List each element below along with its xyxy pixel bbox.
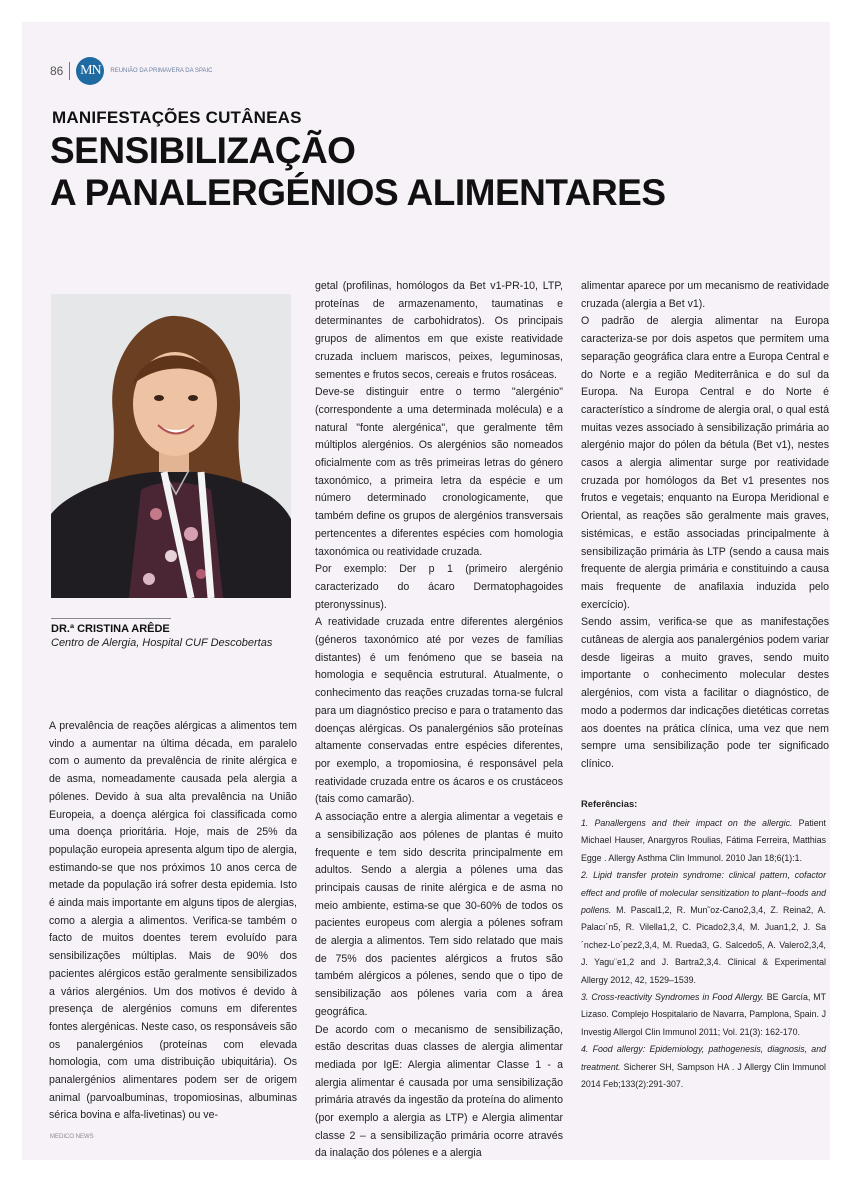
magazine-page (22, 22, 830, 1160)
body-column-1 (49, 718, 297, 1125)
reference-details: BE García, MT Lizaso. Complejo Hospitalario de Navarra, Pamplona, Spain. J Investig Allergol Clin Immunol 2011; Vol. 21(3): 162-170. (581, 992, 826, 1037)
page-number: 86 (50, 64, 64, 78)
author-byline (51, 618, 301, 649)
reference-item (581, 989, 826, 1041)
body-paragraph: Sendo assim, verifica-se que as manifestações cutâneas de alergia aos panalergénios podem variar desde ligeiras a muito graves, sendo muito importante o conhecimento molecular destes alergénios, com vista a facilitar o diagnóstico, de modo a podermos dar indicações dietéticas corretas aos doentes na prática clínica, uma vez que nem sempre uma sensibilização pode ter significado clínico. (581, 616, 829, 770)
reference-title: 3. Cross-reactivity Syndromes in Food Allergy. (581, 992, 764, 1003)
author-name: DR.ª CRISTINA ARÊDE (51, 623, 170, 635)
author-affiliation: Centro de Alergia, Hospital CUF Descobertas (51, 637, 273, 649)
body-paragraph: De acordo com o mecanismo de sensibilização, estão descritas duas classes de alergia alimentar mediada por IgE: Alergia alimentar Classe 1 - a alergia alimentar é causada por uma sensibilização primária através da ingestão da proteína do alimento (por exemplo a alergia as LTP) e Alergia alimentar classe 2 – a sensibilização primária ocorre através da inalação dos pólenes e a alergia (315, 1023, 563, 1160)
reference-title: 1. Panallergens and their impact on the allergic. (581, 818, 793, 828)
reference-details: Patient Michael Hauser, Anargyros Roulias, Fátima Ferreira, Matthias Egge . Allergy Asthma Clin Immunol. 2010 Jan 18;6(1):1. (581, 818, 826, 863)
author-photo (51, 294, 291, 598)
body-paragraph: Deve-se distinguir entre o termo "alergénio" (correspondente a uma determinada molécula) e a natural "fonte alergénica", que geralmente têm múltiplos alergénios. Os alergénios são nomeados oficialmente com as três primeiras letras do género taxonómico, a primeira letra da espécie e um número determinado cronologicamente, que também define os grupos de alergénios transversais pertencentes a diferentes espécies com homologia taxonómica ou reatividade cruzada. (315, 386, 563, 558)
portrait-illustration (51, 294, 291, 598)
body-paragraph: A reatividade cruzada entre diferentes alergénios (géneros taxonómico até por vezes de famílias distantes) é um fenómeno que se baseia na homologia e sequência estrutural. Atualmente, o conhecimento das reações cruzadas torna-se fulcral para um diagnóstico preciso e para o tratamento das doenças alérgicas. Os panalergénios são proteínas altamente conservadas entre espécies diferentes, por exemplo, a tropomiosina, é responsável pela reatividade cruzada entre os ácaros e os crustáceos (tais como camarão). (315, 616, 563, 806)
title-line-1: SENSIBILIZAÇÃO (50, 130, 356, 171)
reference-details: M. Pascal1,2, R. Mun˜oz-Cano2,3,4, Z. Reina2, A. Palacı´n5, R. Vilella1,2, C. Picado2,3,4, M. Juan1,2, J. Sa´nchez-Lo´pez2,3,4, M. Rueda3, G. Salcedo5, A. Valero2,3,4, J. Yagu¨e1,2 and J. Bartra2,3,4. Clinical & Experimental Allergy 2012, 42, 1529–1539. (581, 905, 826, 985)
section-kicker: MANIFESTAÇÕES CUTÂNEAS (52, 108, 302, 127)
body-paragraph: A associação entre a alergia alimentar a vegetais e a sensibilização aos pólenes de plantas é muito frequente e tem sido descrita principalmente em adultos. Sendo a alergia a pólenes uma das principais causas de rinite alérgica e de asma no meio ambiente, estima-se que 30-60% de todos os pacientes europeus com alergia a pólenes sofram de alergia a alimentos. Tem sido relatado que mais de 75% dos pacientes alérgicos a frutos são também alérgicos a pólenes, sendo que o tipo de sensibilização aos pólenes varia com a área geográfica. (315, 811, 563, 1018)
magazine-logo: MN (76, 57, 104, 85)
body-paragraph: Por exemplo: Der p 1 (primeiro alergénio caracterizado do ácaro Dermatophagoides pteronyssinus). (315, 563, 563, 611)
reference-item (581, 867, 826, 989)
page-header (50, 56, 213, 86)
body-paragraph: getal (profilinas, homólogos da Bet v1-PR-10, LTP, proteínas de armazenamento, taumatinas e determinantes de carbohidratos). Os principais grupos de alimentos em que existe reatividade cruzada incluem mariscos, peixes, leguminosas, sementes e frutos secos, cereais e frutos rosáceas. (315, 280, 563, 381)
references-section (581, 798, 826, 1094)
references-heading: Referências: (581, 798, 638, 809)
body-column-3 (581, 278, 829, 774)
article-title (50, 130, 666, 214)
body-paragraph: A prevalência de reações alérgicas a alimentos tem vindo a aumentar na última década, em paralelo com o aumento da prevalência de rinite alérgica e de asma, nomeadamente causada pela alergia a pólenes. Devido à sua alta prevalência na União Europeia, a doença alérgica foi classificada como uma doença prioritária. Hoje, mais de 25% da população europeia apresenta algum tipo de alergia, estimando-se que nos próximos 10 anos cerca de metade da população irá sofrer desta epidemia. Isto é ainda mais importante em alguns tipos de alergias, como a alergia a alimentos. Verifica-se também o facto de muitos doentes terem evoluído para sensibilizações múltiplas. Mais de 90% dos pacientes alérgicos estão geralmente sensibilizados a vários alergénios. Um dos motivos é devido à presença de alergénios comuns em diferentes fontes alergénicas. Neste caso, os responsáveis são os panalergénios (proteínas com elevada homologia, com uma distribuição ubiquitária). Os panalergénios alimentares podem ser de origem animal (parvoalbuminas, tropomiosinas, albuminas sérica bovina e alfa-livetinas) ou ve- (49, 720, 297, 1122)
body-column-2 (315, 278, 563, 1160)
page-footer: MEDICO NEWS (50, 1134, 94, 1140)
header-divider (69, 62, 70, 80)
byline-rule (51, 618, 171, 619)
title-line-2: A PANALERGÉNIOS ALIMENTARES (50, 172, 666, 213)
reference-title: 2. Lipid transfer protein syndrome: clinical pattern, cofactor effect and profile of molecular sensitization to plant--foods and pollens. (581, 870, 826, 916)
reference-details: Sicherer SH, Sampson HA . J Allergy Clin Immunol 2014 Feb;133(2):291-307. (581, 1061, 826, 1090)
running-title: REUNIÃO DA PRIMAVERA DA SPAIC (110, 68, 213, 74)
reference-title: 4. Food allergy: Epidemiology, pathogenesis, diagnosis, and treatment. (581, 1044, 826, 1072)
reference-item (581, 1041, 826, 1093)
body-paragraph: alimentar aparece por um mecanismo de reatividade cruzada (alergia a Bet v1). (581, 280, 829, 310)
reference-item (581, 815, 826, 867)
body-paragraph: O padrão de alergia alimentar na Europa caracteriza-se por dois aspetos que permitem uma separação geográfica clara entre a Europa Central e do Norte e a região Mediterrânica e do sul da Europa. Na Europa Central e do Norte é característico a síndrome de alergia oral, o qual está muitas vezes associado à sensibilização primária ao alergénio major do pólen da bétula (Bet v1), nestes casos a alergia alimentar surge por reatividade cruzada por homólogos da Bet v1 presentes nos frutos e vegetais; enquanto na Europa Meridional e Oriental, as reações são geralmente mais graves, sistémicas, e estão associadas principalmente à sensibilização primária às LTP (sendo a causa mais frequente de alergia primária e constituindo a causa mais frequente de anafilaxia induzida pelo exercício). (581, 315, 829, 611)
